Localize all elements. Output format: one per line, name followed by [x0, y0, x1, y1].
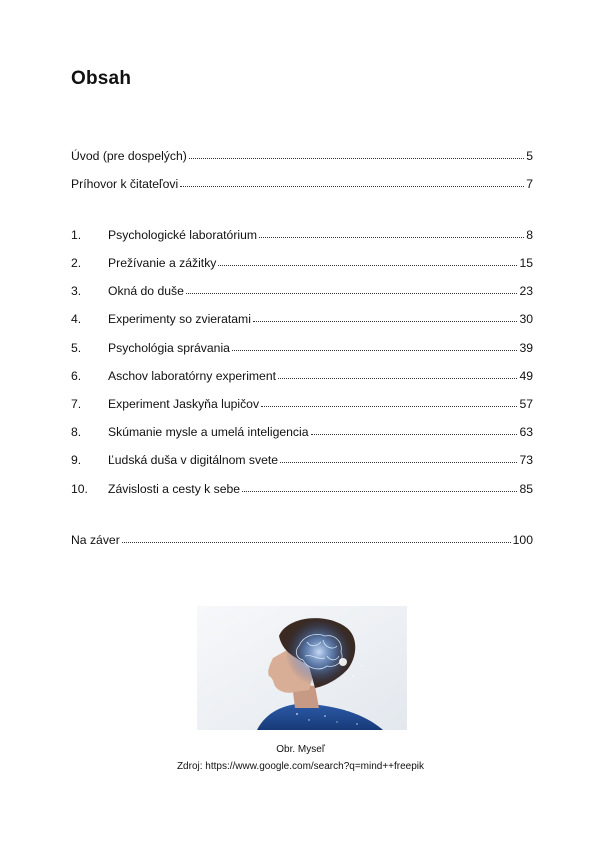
toc-chapter-number: 10. [71, 482, 88, 496]
toc-page-number: 39 [519, 341, 533, 355]
toc-chapter-6 [71, 367, 533, 385]
toc-chapter-number: 5. [71, 341, 82, 355]
figure-source: Zdroj: https://www.google.com/search?q=mind++freepik [176, 761, 425, 772]
toc-page-number: 15 [519, 256, 533, 270]
toc-chapter-number: 3. [71, 284, 82, 298]
toc-page-number: 49 [519, 369, 533, 383]
toc-entry-label: Experiment Jaskyňa lupičov [108, 397, 260, 411]
toc-leader-dots [253, 310, 518, 322]
toc-entry-label: Okná do duše [108, 284, 184, 298]
toc-page-number: 85 [519, 482, 533, 496]
toc-chapter-number: 1. [71, 228, 82, 242]
toc-leader-dots [186, 282, 518, 294]
toc-chapter-4 [71, 310, 533, 328]
toc-entry-label: Skúmanie mysle a umelá inteligencia [108, 425, 309, 439]
toc-page-number: 30 [519, 312, 533, 326]
toc-page-number: 5 [526, 149, 533, 163]
toc-entry-label: Ľudská duša v digitálnom svete [108, 453, 279, 467]
toc-entry-label: Aschov laboratórny experiment [108, 369, 277, 383]
toc-chapter-8 [71, 423, 533, 441]
toc-page-number: 7 [526, 177, 533, 191]
toc-leader-dots [261, 395, 517, 407]
toc-entry-label: Prežívanie a zážitky [108, 256, 217, 270]
toc-entry-label: Experimenty so zvieratami [108, 312, 251, 326]
toc-entry-address [71, 175, 533, 193]
toc-page-number: 8 [526, 228, 533, 242]
toc-chapter-9 [71, 451, 533, 469]
figure-caption: Obr. Myseľ [276, 744, 325, 755]
page-title: Obsah [71, 68, 132, 89]
mind-illustration [197, 606, 407, 730]
toc-entry-intro [71, 147, 533, 165]
toc-chapter-number: 8. [71, 425, 82, 439]
toc-leader-dots [218, 254, 517, 266]
toc-page-number: 73 [519, 453, 533, 467]
toc-chapter-number: 9. [71, 453, 82, 467]
toc-leader-dots [232, 339, 517, 351]
toc-leader-dots [180, 175, 524, 187]
toc-chapter-5 [71, 339, 533, 357]
toc-entry-label: Psychologické laboratórium [108, 228, 258, 242]
toc-chapter-7 [71, 395, 533, 413]
toc-leader-dots [311, 423, 518, 435]
toc-entry-label: Závislosti a cesty k sebe [108, 482, 241, 496]
toc-page-number: 57 [519, 397, 533, 411]
toc-entry-closing [71, 531, 533, 549]
toc-leader-dots [122, 531, 511, 543]
toc-leader-dots [280, 451, 517, 463]
toc-leader-dots [189, 147, 524, 159]
head-profile-image [197, 606, 407, 730]
toc-page-number: 23 [519, 284, 533, 298]
toc-leader-dots [259, 226, 524, 238]
toc-chapter-2 [71, 254, 533, 272]
toc-leader-dots [278, 367, 517, 379]
toc-entry-label: Psychológia správania [108, 341, 230, 355]
toc-page-number: 63 [519, 425, 533, 439]
toc-chapter-number: 6. [71, 369, 82, 383]
toc-page-number: 100 [512, 533, 533, 547]
toc-chapter-1 [71, 226, 533, 244]
toc-chapter-number: 4. [71, 312, 82, 326]
toc-entry-label: Na záver [71, 533, 120, 547]
toc-chapter-number: 7. [71, 397, 82, 411]
toc-leader-dots [242, 480, 517, 492]
toc-chapter-3 [71, 282, 533, 300]
toc-entry-label: Príhovor k čitateľovi [71, 177, 179, 191]
toc-chapter-number: 2. [71, 256, 82, 270]
toc-chapter-10 [71, 480, 533, 498]
toc-entry-label: Úvod (pre dospelých) [71, 149, 187, 163]
